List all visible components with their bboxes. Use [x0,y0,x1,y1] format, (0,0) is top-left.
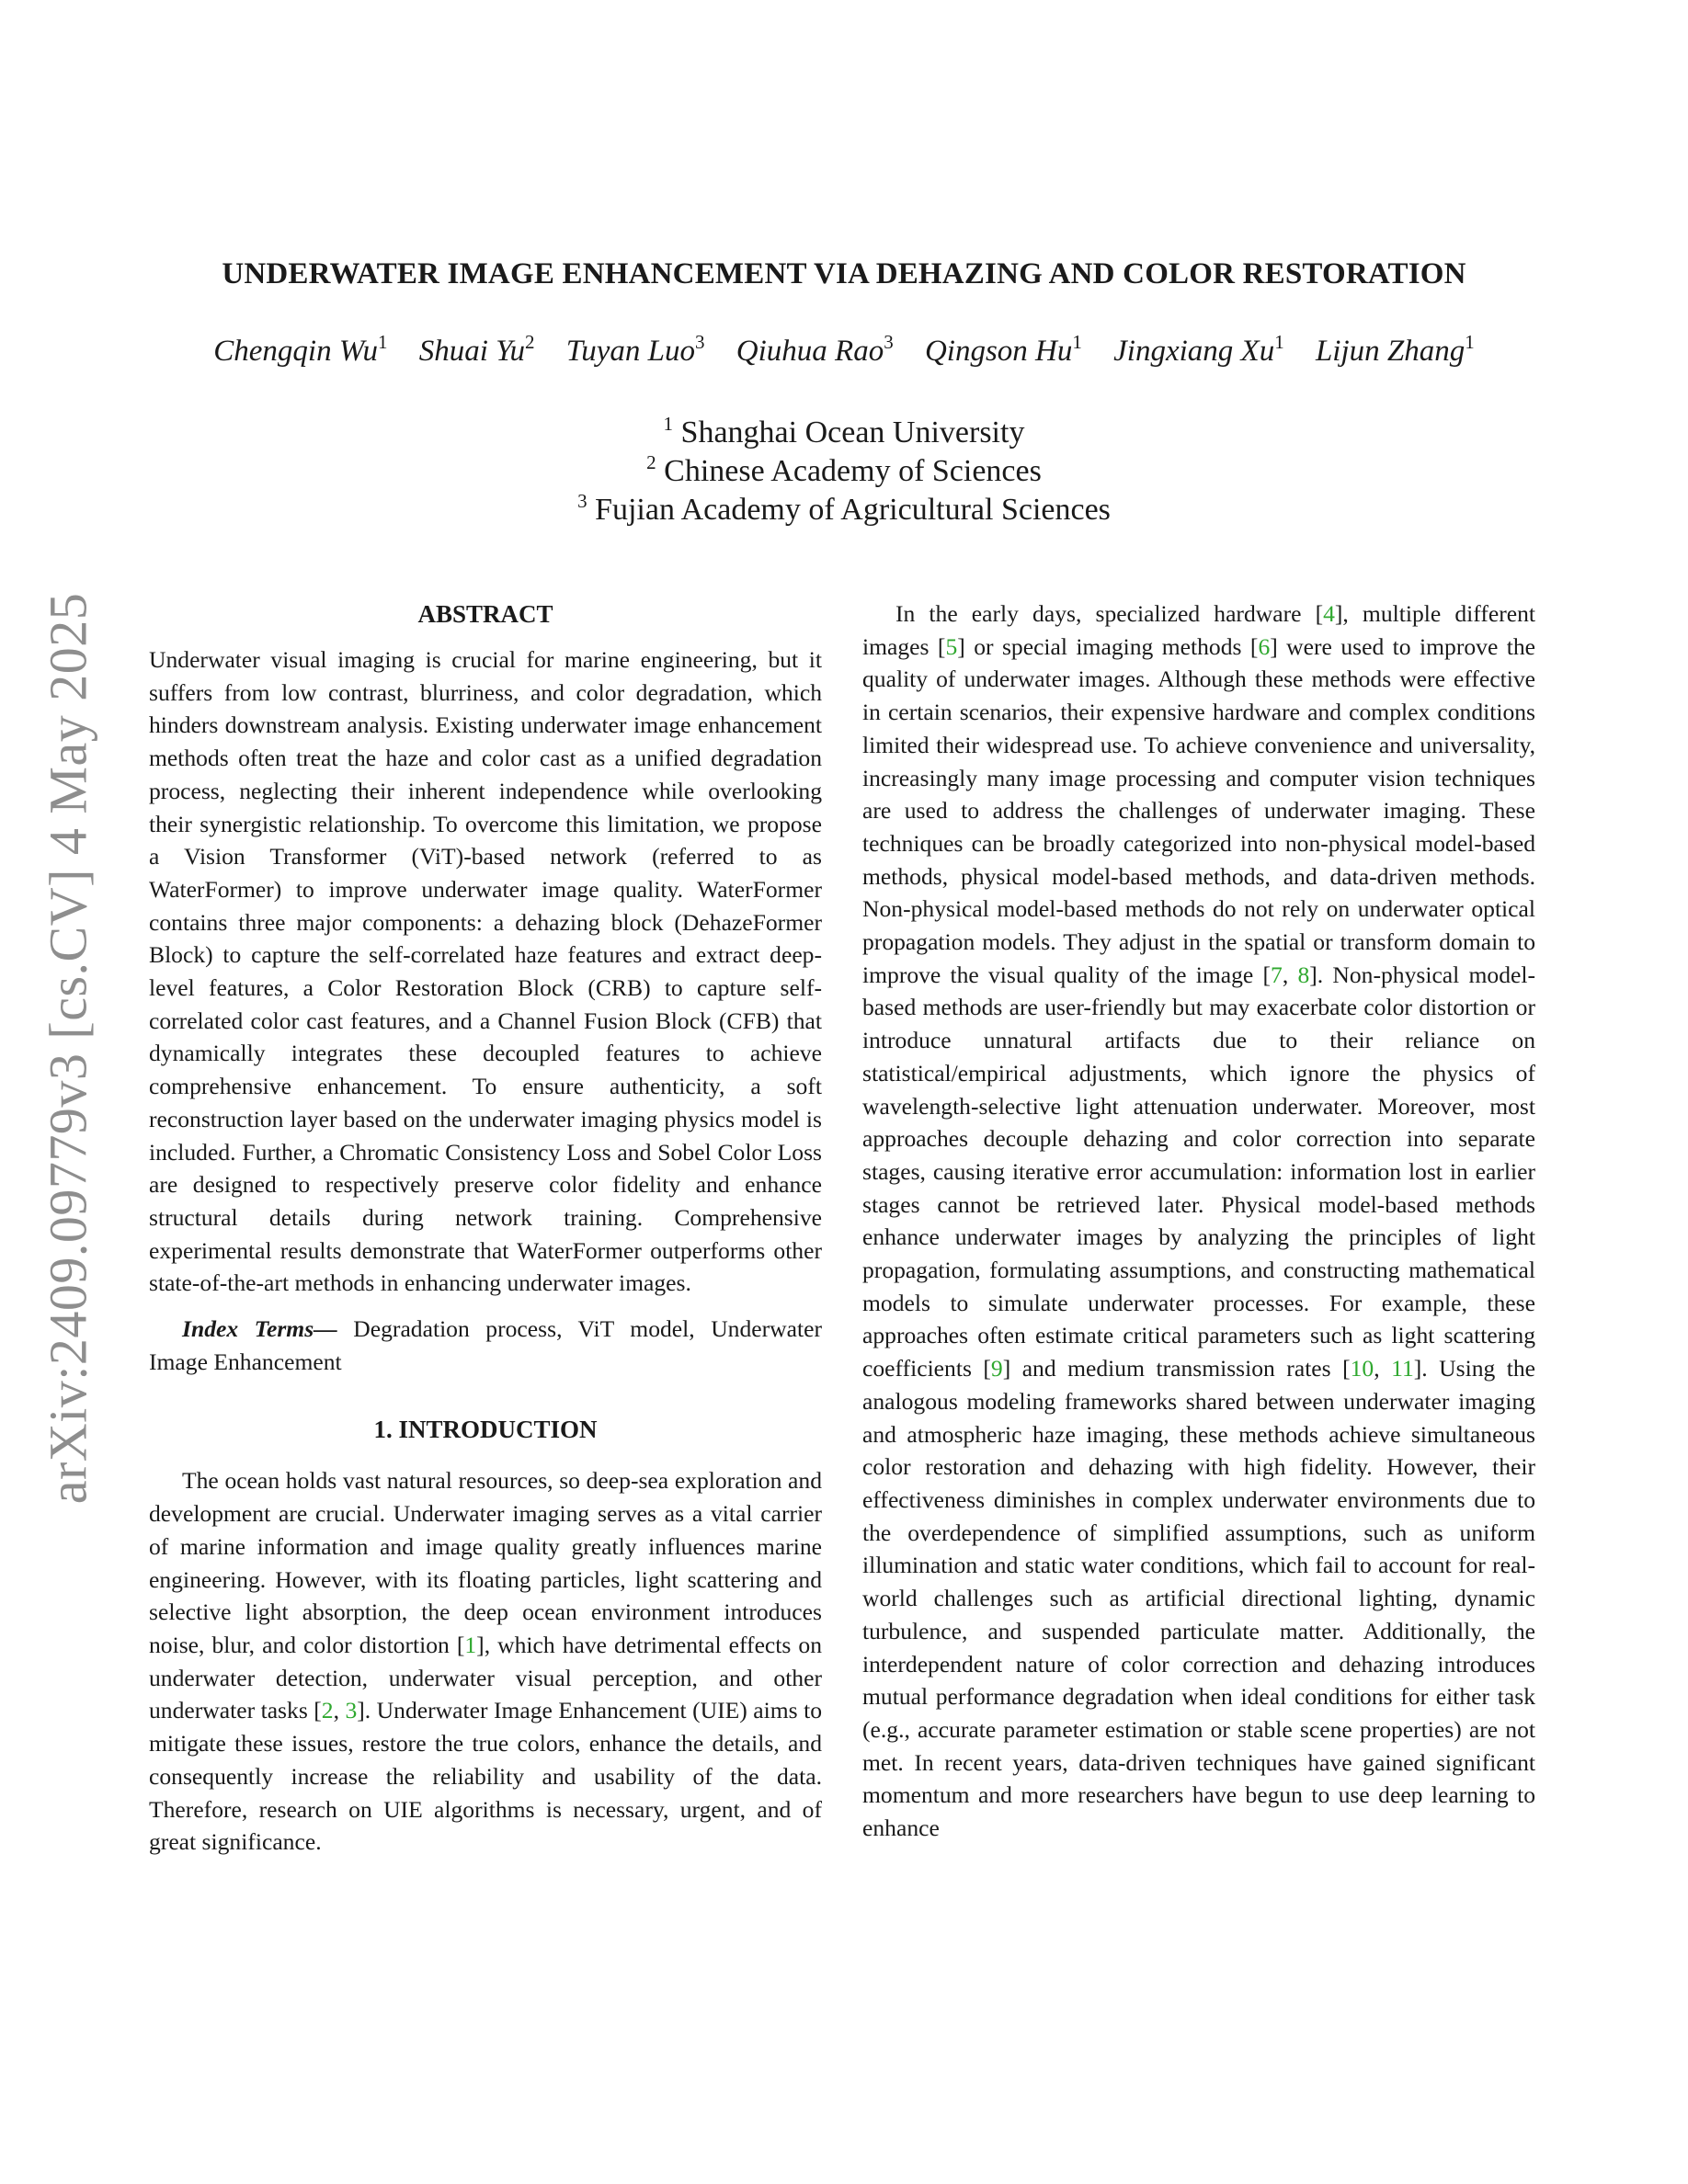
paper-title: UNDERWATER IMAGE ENHANCEMENT VIA DEHAZING AND COLOR RESTORATION [222,257,1466,290]
author-list [0,331,1688,369]
author: Jingxiang Xu$^1$ [1113,331,1284,368]
author: Qingson Hu$^1$ [924,331,1082,368]
citation-link[interactable]: 8 [1297,961,1310,988]
citation-link[interactable]: 2 [321,1697,334,1724]
index-terms-text: Degradation process, ViT model, Underwater Image Enhancement [149,1315,822,1375]
abstract-text: Underwater visual imaging is crucial for marine engineering, but it suffers from low contrast, blurriness, and color degradation, which hinders downstream analysis. Existing underwater image enhancement methods often treat the haze and color cast as a unified degradation process, neglecting their inherent independence while overlooking their synergistic relationship. To overcome this limitation, we propose a Vision Transformer (ViT)-based network (referred to as WaterFormer) to improve underwater image quality. WaterFormer contains three major components: a dehazing block (DehazeFormer Block) to capture the self-correlated haze features and extract deep-level features, a Color Restoration Block (CRB) to capture self-correlated color cast features, and a Channel Fusion Block (CFB) that dynamically integrates these decoupled features to achieve comprehensive enhancement. To ensure authenticity, a soft reconstruction layer based on the underwater imaging physics model is included. Further, a Chromatic Consistency Loss and Sobel Color Loss are designed to respectively preserve color fidelity and enhance structural details during network training. Comprehensive experimental results demonstrate that WaterFormer outperforms other state-of-the-art methods in enhancing underwater images. [149,646,822,1297]
citation-link[interactable]: 1 [464,1631,477,1658]
citation-link[interactable]: 10 [1350,1355,1374,1382]
author: Tuyan Luo$^3$ [565,331,705,368]
citation-link[interactable]: 3 [345,1697,358,1724]
author: Shuai Yu$^2$ [418,331,535,368]
abstract-heading: ABSTRACT [417,600,553,628]
citation-link[interactable]: 7 [1271,961,1283,988]
index-terms [149,1313,822,1378]
citation-link[interactable]: 6 [1258,632,1271,660]
citation-link[interactable]: 4 [1323,600,1335,627]
affiliation-list [0,414,1688,529]
index-terms-label: Index Terms— [182,1315,337,1343]
affiliation: $^2$ Chinese Academy of Sciences [646,451,1042,488]
author: Lijun Zhang$^1$ [1315,331,1475,368]
introduction-heading: 1. INTRODUCTION [373,1416,598,1444]
author: Qiuhua Rao$^3$ [736,331,894,368]
author: Chengqin Wu$^1$ [213,331,388,368]
left-column [149,597,822,1859]
arxiv-id-text: arXiv:2409.09779v3 [cs.CV] 4 May 2025 [38,592,98,1504]
right-column [862,597,1535,1845]
arxiv-identifier [40,570,96,1526]
affiliation: $^1$ Shanghai Ocean University [663,413,1025,449]
citation-link[interactable]: 11 [1391,1355,1414,1382]
citation-link[interactable]: 9 [990,1355,1003,1382]
intro-paragraph-2: In the early days, specialized hardware [4], multiple different images [5] or special imaging methods [6] were used to improve the quality of underwater images. Although these methods were effective in certain scenarios, their expensive hardware and complex conditions limited their widespread use. To achieve convenience and universality, increasingly many image processing and computer vision techniques are used to address the challenges of underwater imaging. These techniques can be broadly categorized into non-physical model-based methods, physical model-based methods, and data-driven methods. Non-physical model-based methods do not rely on underwater optical propagation models. They adjust in the spatial or transform domain to improve the visual quality of the image [7, 8]. Non-physical model-based methods are user-friendly but may exacerbate color distortion or introduce unnatural artifacts due to their reliance on statistical/empirical adjustments, which ignore the physics of wavelength-selective light attenuation underwater. Moreover, most approaches decouple dehazing and color correction into separate stages, causing iterative error accumulation: information lost in earlier stages cannot be retrieved later. Physical model-based methods enhance underwater images by analyzing the principles of light propagation, formulating assumptions, and constructing mathematical models to simulate underwater processes. For example, these approaches often estimate critical parameters such as light scattering coefficients [9] and medium transmission rates [10, 11]. Using the analogous modeling frameworks shared between underwater imaging and atmospheric haze imaging, these methods achieve simultaneous color restoration and dehazing with high fidelity. However, their effectiveness diminishes in complex underwater environments due to the overdependence of simplified assumptions, such as uniform illumination and static water conditions, which fail to account for real-world challenges such as artificial directional lighting, dynamic turbulence, and suspended particulate matter. Additionally, the interdependent nature of color correction and dehazing introduces mutual performance degradation when ideal conditions for either task (e.g., accurate parameter estimation or stable scene properties) are not met. In recent years, data-driven techniques have gained significant momentum and more researchers have begun to use deep learning to enhance [862,600,1536,1842]
intro-paragraph-1: The ocean holds vast natural resources, so deep-sea exploration and development are crucial. Underwater imaging serves as a vital carrier of marine information and image quality greatly influences marine engineering. However, with its floating particles, light scattering and selective light absorption, the deep ocean environment introduces noise, blur, and color distortion [1], which have detrimental effects on underwater detection, underwater visual perception, and other underwater tasks [2, 3]. Underwater Image Enhancement (UIE) aims to mitigate these issues, restore the true colors, enhance the details, and consequently increase the reliability and usability of the data. Therefore, research on UIE algorithms is necessary, urgent, and of great significance. [149,1467,823,1856]
affiliation: $^3$ Fujian Academy of Agricultural Sciences [577,490,1111,527]
citation-link[interactable]: 5 [945,632,958,660]
